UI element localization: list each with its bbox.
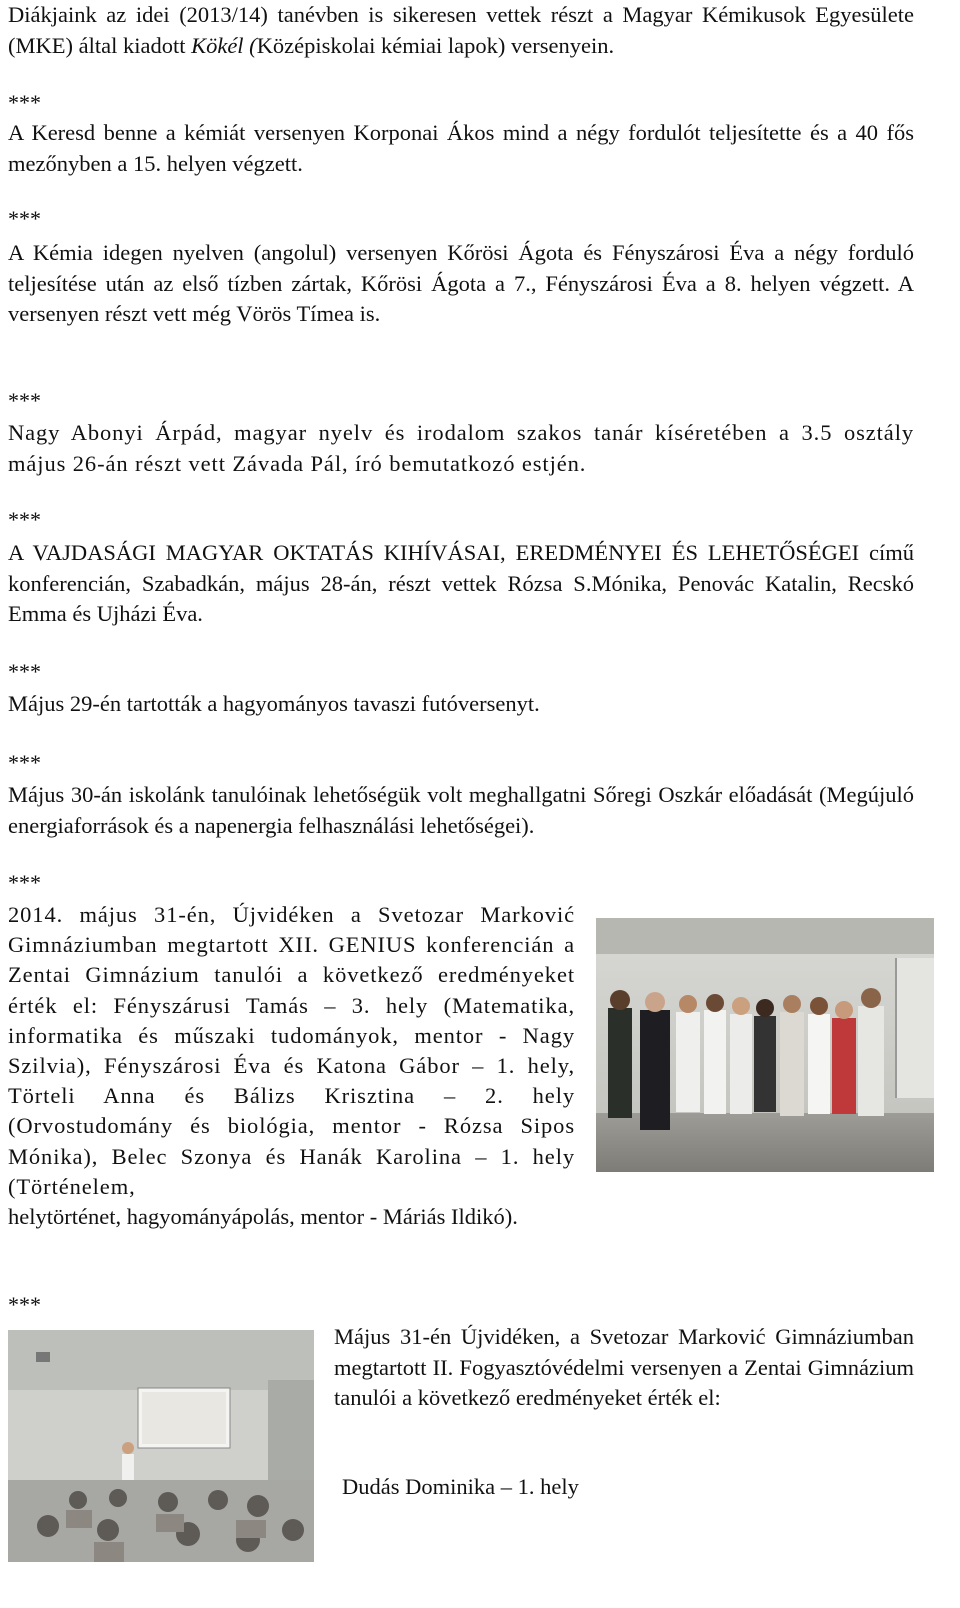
separator-stars: *** [8,388,41,413]
mke-text-part2: Középiskolai kémiai lapok) versenyein. [256,32,615,58]
paragraph-zavada: Nagy Abonyi Árpád, magyar nyelv és irodalom szakos tanár kíséretében a 3.5 osztály május 26-án részt vett Závada Pál, író bemutatkozó estjén. [8,420,914,476]
result-dudas: Dudás Dominika – 1. hely [342,1474,579,1499]
separator-stars: *** [8,870,41,895]
separator-stars: *** [8,750,41,775]
paragraph-keresd: A Keresd benne a kémiát versenyen Korponai Ákos mind a négy fordulót teljesítette és a 40 fős mezőnyben a 15. helyen végzett. [8,120,914,176]
mke-text-part1: Diákjaink az idei (2013/14) tanévben is sikeresen vettek részt a Magyar Kémikusok Egyesülete (MKE) által kiadott [8,2,914,58]
separator-stars: *** [8,90,41,115]
separator-stars: *** [8,1292,41,1317]
paragraph-konferencia: A VAJDASÁGI MAGYAR OKTATÁS KIHÍVÁSAI, EREDMÉNYEI ÉS LEHETŐSÉGEI című konferencián, Szabadkán, május 28-án, részt vettek Rózsa S.Mónika, Penovác Katalin, Recskó Emma és Ujházi Éva. [8,540,914,626]
classroom-photo-image [8,1330,314,1562]
separator-stars: *** [8,659,41,684]
paragraph-kemia-nyelv: A Kémia idegen nyelven (angolul) versenyen Kőrösi Ágota és Fényszárosi Éva a négy forduló teljesítése után az első tízben zártak, Kőrösi Ágota a 7., Fényszárosi Éva a 8. helyen végzett. A versenyen részt vett még Vörös Tímea is. [8,240,914,326]
paragraph-mke-competition [8,0,914,61]
paragraph-futoverseny: Május 29-én tartották a hagyományos tavaszi futóversenyt. [8,691,540,716]
genius-group-photo [596,918,934,1172]
separator-stars: *** [8,507,41,532]
separator-stars: *** [8,206,41,231]
paragraph-soregi: Május 30-án iskolánk tanulóinak lehetőségük volt meghallgatni Sőregi Oszkár előadását (Megújuló energiaforrások és a napenergia felhasználási lehetőségei). [8,782,914,838]
group-photo-image [596,918,934,1172]
paragraph-genius-end: helytörténet, hagyományápolás, mentor - Máriás Ildikó). [8,1204,518,1229]
classroom-photo [8,1330,314,1562]
mke-text-italic: Kökél ( [191,32,257,58]
paragraph-fogyasztovedelmi: Május 31-én Újvidéken, a Svetozar Marković Gimnáziumban megtartott II. Fogyasztóvédelmi versenyen a Zentai Gimnázium tanulói a következő eredményeket érték el: [334,1324,914,1410]
paragraph-genius: 2014. május 31-én, Újvidéken a Svetozar Marković Gimnáziumban megtartott XII. GENIUS konferencián a Zentai Gimnázium tanulói a következő eredményeket érték el: Fényszárusi Tamás – 3. hely (Matematika, informatika és műszaki tudományok, mentor - Nagy Szilvia), Fényszárosi Éva és Katona Gábor – 1. hely, Törteli Anna és Bálizs Krisztina – 2. hely (Orvostudomány és biológia, mentor - Rózsa Sipos Mónika), Belec Szonya és Hanák Karolina – 1. hely (Történelem, [8,902,575,1199]
